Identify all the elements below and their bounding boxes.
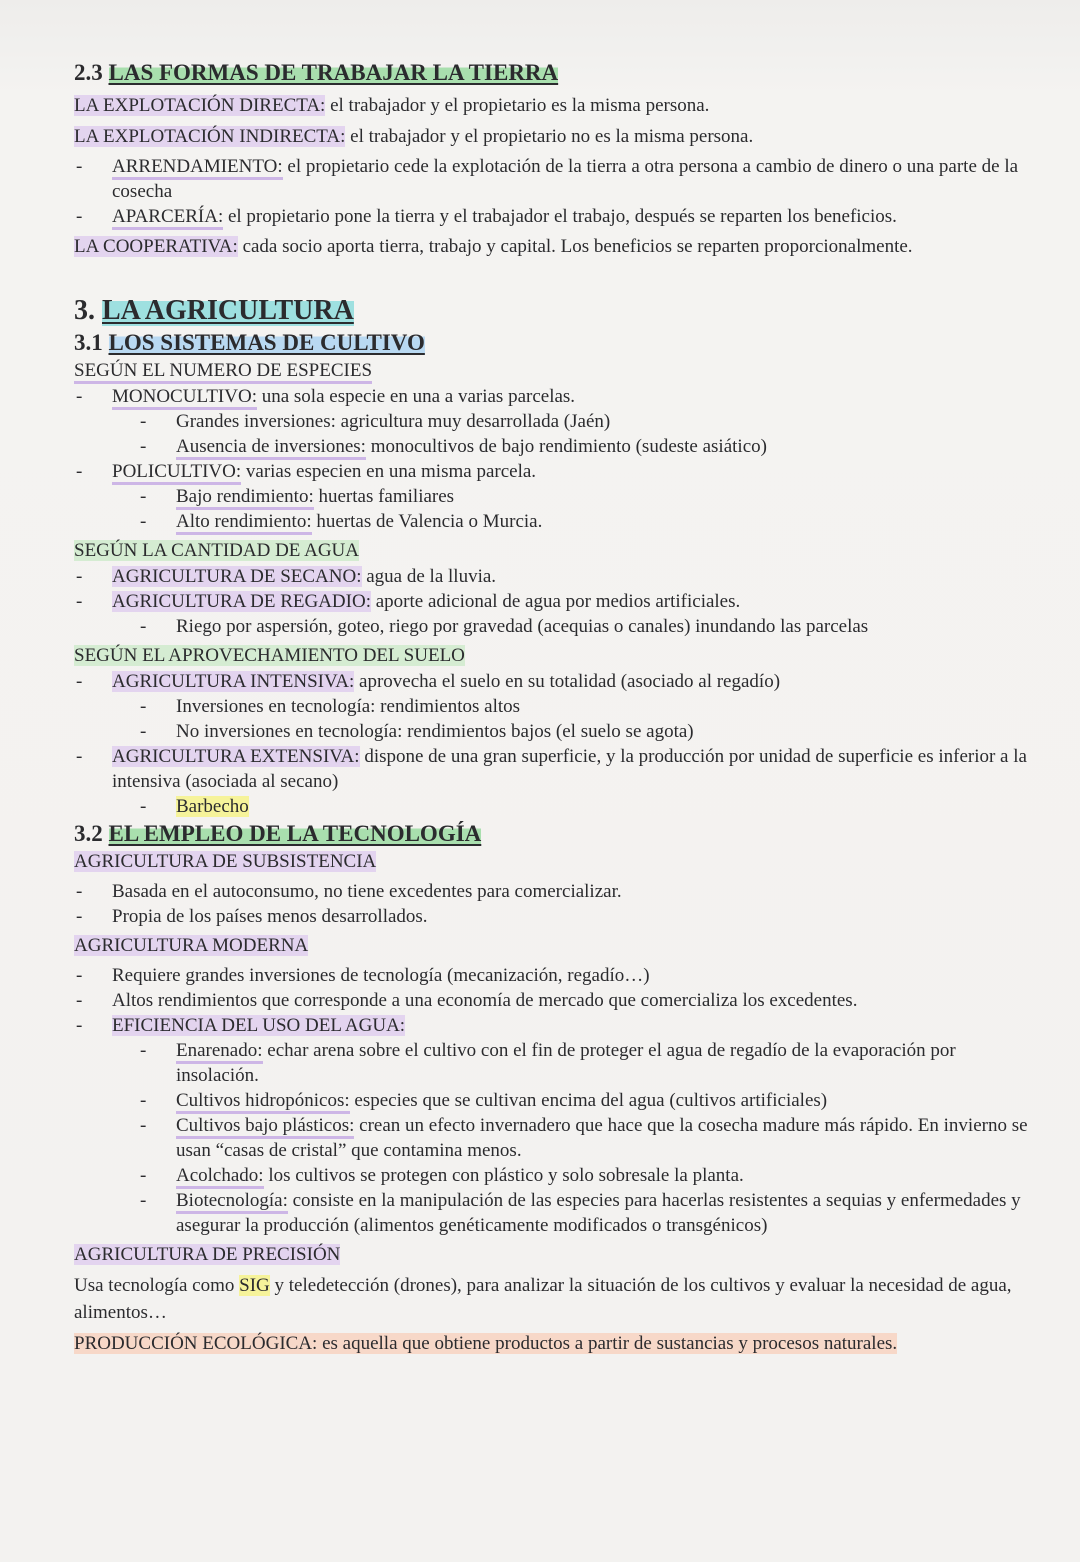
list-item: - Basada en el autoconsumo, no tiene excedentes para comercializar. xyxy=(76,881,622,902)
subheading: SEGÚN EL NUMERO DE ESPECIES xyxy=(74,358,1034,384)
list-item: - Acolchado: los cultivos se protegen con plástico y solo sobresale la planta. xyxy=(74,1163,1034,1188)
precision-text: Usa tecnología como SIG y teledetección (drones), para analizar la situación de los cultivos y evaluar la necesidad de agua, alimentos… xyxy=(74,1275,1012,1323)
list-item: - Altos rendimientos que corresponde a una economía de mercado que comercializa los excedentes. xyxy=(76,990,858,1011)
term: LA EXPLOTACIÓN INDIRECTA: xyxy=(74,126,346,147)
list-item: - Cultivos bajo plásticos: crean un efecto invernadero que hace que la cosecha madure más rápido. En invierno se usan “casas de cristal” que contamina menos. xyxy=(140,1115,1028,1161)
list-item: - Bajo rendimiento: huertas familiares xyxy=(74,484,1034,509)
subheading: SEGÚN LA CANTIDAD DE AGUA xyxy=(74,540,359,561)
list-item: - Enarenado: echar arena sobre el cultivo con el fin de proteger el agua de regadío de la evaporación por insolación. xyxy=(140,1040,956,1086)
term: LA EXPLOTACIÓN DIRECTA: xyxy=(74,95,326,116)
list-item: - Cultivos hidropónicos: especies que se cultivan encima del agua (cultivos artificiales) xyxy=(74,1088,1034,1113)
cooperativa: LA COOPERATIVA: cada socio aporta tierra, trabajo y capital. Los beneficios se reparten proporcionalmente. xyxy=(74,236,913,257)
list-item: - Alto rendimiento: huertas de Valencia o Murcia. xyxy=(74,509,1034,534)
section-3-1-heading: 3.1 LOS SISTEMAS DE CULTIVO xyxy=(74,330,425,355)
list-item: - Barbecho xyxy=(140,796,249,817)
subheading: SEGÚN EL APROVECHAMIENTO DEL SUELO xyxy=(74,645,465,666)
list-item: - AGRICULTURA INTENSIVA: aprovecha el suelo en su totalidad (asociado al regadío) xyxy=(76,671,781,692)
list-item: - Requiere grandes inversiones de tecnología (mecanización, regadío…) xyxy=(76,965,650,986)
subheading: AGRICULTURA DE SUBSISTENCIA xyxy=(74,851,377,872)
list-item: - ARRENDAMIENTO: el propietario cede la explotación de la tierra a otra persona a cambio de dinero o una parte de la cosecha xyxy=(76,156,1019,202)
list-item: - EFICIENCIA DEL USO DEL AGUA: xyxy=(76,1015,406,1036)
list-item: - Ausencia de inversiones: monocultivos de bajo rendimiento (sudeste asiático) xyxy=(74,434,1034,459)
subheading: AGRICULTURA DE PRECISIÓN xyxy=(74,1244,341,1265)
section-title: LAS FORMAS DE TRABAJAR LA TIERRA xyxy=(108,60,559,85)
list-item: - Grandes inversiones: agricultura muy desarrollada (Jaén) xyxy=(140,411,611,432)
list-item: - No inversiones en tecnología: rendimientos bajos (el suelo se agota) xyxy=(140,721,694,742)
list-item: - POLICULTIVO: varias especien en una misma parcela. xyxy=(74,459,1034,484)
list-item: - AGRICULTURA DE SECANO: agua de la lluvia. xyxy=(76,566,497,587)
list-item: - Biotecnología: consiste en la manipulación de las especies para hacerlas resistentes a sequias y enfermedades y asegurar la producción (alimentos genéticamente modificados o transgénicos) xyxy=(140,1190,1021,1236)
subheading: AGRICULTURA MODERNA xyxy=(74,935,309,956)
section-number: 2.3 xyxy=(74,60,103,85)
list-item: - MONOCULTIVO: una sola especie en una a varias parcelas. xyxy=(74,384,1034,409)
list-item: - AGRICULTURA DE REGADIO: aporte adicional de agua por medios artificiales. xyxy=(76,591,741,612)
section-3-heading: 3. LA AGRICULTURA xyxy=(74,295,354,326)
explotacion-directa: LA EXPLOTACIÓN DIRECTA: el trabajador y el propietario es la misma persona. xyxy=(74,95,710,116)
explotacion-indirecta: LA EXPLOTACIÓN INDIRECTA: el trabajador y el propietario no es la misma persona. xyxy=(74,126,754,147)
list-item: - Inversiones en tecnología: rendimientos altos xyxy=(140,696,521,717)
section-2-3-heading xyxy=(74,58,1034,88)
notes-content xyxy=(74,58,1034,1357)
list-item: - APARCERÍA: el propietario pone la tierra y el trabajador el trabajo, después se reparten los beneficios. xyxy=(74,204,1034,229)
list-item: - Propia de los países menos desarrollados. xyxy=(76,906,428,927)
list-item: - Riego por aspersión, goteo, riego por gravedad (acequias o canales) inundando las parcelas xyxy=(140,616,869,637)
section-3-2-heading: 3.2 EL EMPLEO DE LA TECNOLOGÍA xyxy=(74,821,482,846)
list-item: - AGRICULTURA EXTENSIVA: dispone de una gran superficie, y la producción por unidad de superficie es inferior a la intensiva (asociada al secano) xyxy=(76,746,1027,792)
produccion-ecologica: PRODUCCIÓN ECOLÓGICA: es aquella que obtiene productos a partir de sustancias y procesos naturales. xyxy=(74,1333,898,1354)
